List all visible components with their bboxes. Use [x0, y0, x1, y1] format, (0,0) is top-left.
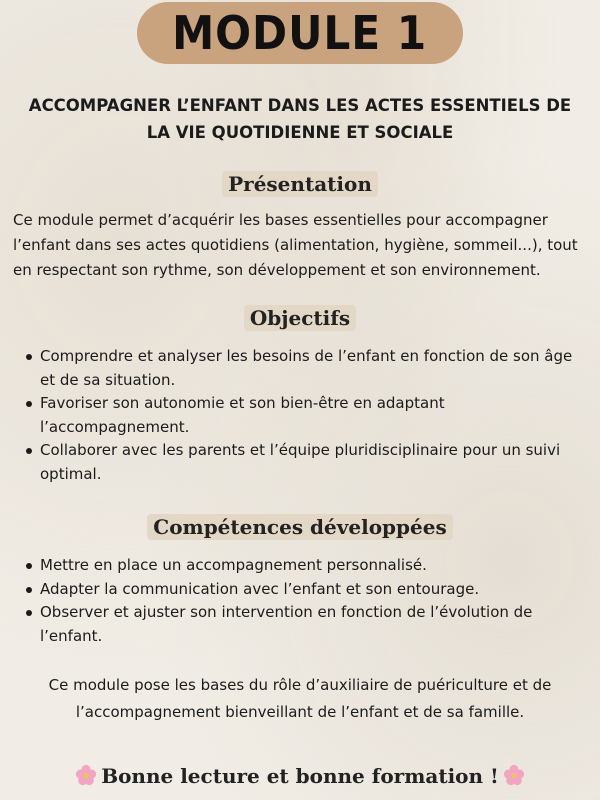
list-item-line: l’accompagnement.: [40, 417, 190, 436]
final-message: Bonne lecture et bonne formation !: [101, 764, 499, 788]
module-subtitle: [0, 92, 600, 146]
flower-icon: [75, 764, 97, 786]
closing-line-2: l’accompagnement bienveillant de l’enfant et de sa famille.: [75, 703, 525, 721]
module-title: MODULE 1: [172, 6, 428, 60]
objectifs-heading-wrap: [0, 305, 600, 331]
list-item-line: Comprendre et analyser les besoins de l’enfant en fonction de son âge: [40, 347, 573, 365]
list-item-line: Favoriser son autonomie et son bien-être en adaptant: [40, 394, 445, 412]
flower-icon: [503, 764, 525, 786]
list-item: [40, 345, 600, 392]
presentation-line-3: en respectant son rythme, son développement et son environnement.: [13, 261, 541, 279]
list-item-line: l’enfant.: [40, 626, 103, 645]
competences-heading: Compétences développées: [147, 514, 452, 540]
list-item: [40, 392, 600, 439]
closing-paragraph: [0, 672, 600, 726]
presentation-line-2: l’enfant dans ses actes quotidiens (alimentation, hygiène, sommeil...), tout: [13, 236, 578, 254]
list-item-line: optimal.: [40, 464, 102, 483]
list-item-line: et de sa situation.: [40, 370, 176, 389]
list-item: [40, 578, 600, 602]
list-item: [40, 554, 600, 578]
competences-heading-wrap: [0, 514, 600, 540]
presentation-paragraph: [13, 208, 600, 283]
subtitle-line-2: LA VIE QUOTIDIENNE ET SOCIALE: [146, 123, 454, 142]
list-item-line: Collaborer avec les parents et l’équipe pluridisciplinaire pour un suivi: [40, 441, 561, 459]
list-item: [40, 439, 600, 486]
subtitle-line-1: ACCOMPAGNER L’ENFANT DANS LES ACTES ESSENTIELS DE: [28, 96, 572, 115]
list-item: [40, 601, 600, 648]
closing-line-1: Ce module pose les bases du rôle d’auxiliaire de puériculture et de: [48, 676, 552, 694]
objectifs-list: [0, 345, 600, 486]
list-item-line: Mettre en place un accompagnement personnalisé.: [40, 556, 427, 574]
presentation-line-1: Ce module permet d’acquérir les bases essentielles pour accompagner: [13, 211, 548, 229]
competences-list: [0, 554, 600, 648]
list-item-line: Adapter la communication avec l’enfant et son entourage.: [40, 579, 480, 598]
module-title-badge: [137, 2, 463, 64]
presentation-heading: Présentation: [222, 171, 378, 197]
final-message-row: [0, 764, 600, 788]
list-item-line: Observer et ajuster son intervention en fonction de l’évolution de: [40, 603, 533, 621]
objectifs-heading: Objectifs: [244, 305, 356, 331]
presentation-heading-wrap: [0, 171, 600, 197]
